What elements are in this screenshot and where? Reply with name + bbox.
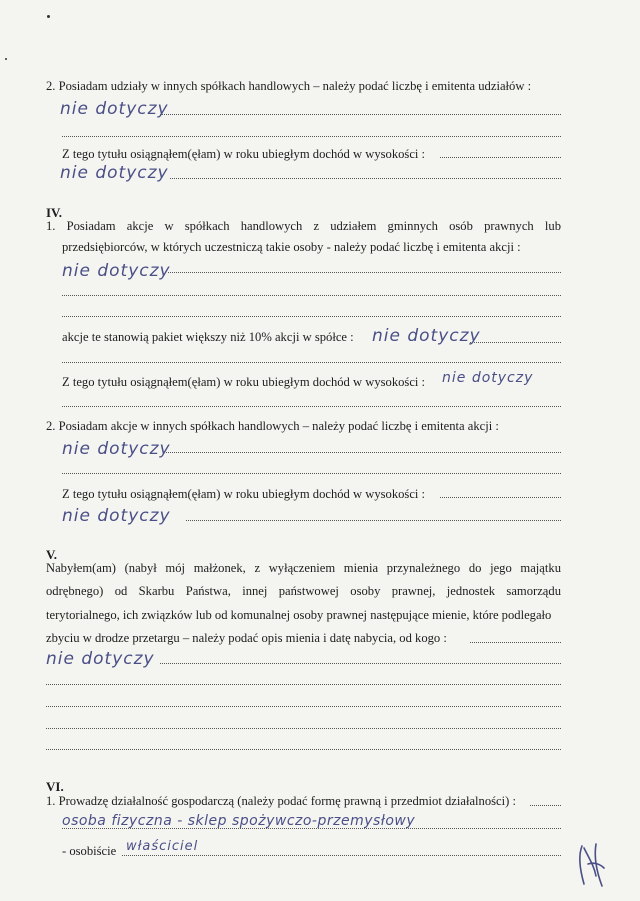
section5-line3: terytorialnego, ich związków lub od komunalnej osoby prawnej następujące mienie, które podlegało xyxy=(46,608,552,622)
dotted-line xyxy=(46,684,561,685)
handwritten-answer: nie dotyczy xyxy=(62,506,171,526)
handwritten-answer: nie dotyczy xyxy=(62,261,171,281)
initials-signature xyxy=(574,840,608,890)
section4-item1-line2: przedsiębiorców, w których uczestniczą takie osoby - należy podać liczbę i emitenta akcji : xyxy=(62,240,521,254)
section6-heading: VI. xyxy=(46,779,64,794)
dotted-line xyxy=(530,805,561,806)
dotted-line xyxy=(62,316,561,317)
dotted-line xyxy=(168,272,561,273)
dotted-line xyxy=(62,406,561,407)
section5-line2: odrębnego) od Skarbu Państwa, innej państwowej osoby prawnej, jednostek samorządu xyxy=(46,584,561,598)
section4-income1-label: Z tego tytułu osiągnąłem(ęłam) w roku ubiegłym dochód w wysokości : xyxy=(62,375,426,389)
dotted-line xyxy=(46,749,561,750)
dotted-line xyxy=(62,828,561,829)
section5-heading: V. xyxy=(46,547,57,562)
section5-line4: zbyciu w drodze przetargu – należy podać opis mienia i datę nabycia, od kogo : xyxy=(46,631,447,645)
section4-item1-line1: 1. Posiadam akcje w spółkach handlowych z udziałem gminnych osób prawnych lub xyxy=(46,219,561,233)
dotted-line xyxy=(440,157,561,158)
handwritten-answer: nie dotyczy xyxy=(372,326,481,346)
section3-item2: 2. Posiadam udziały w innych spółkach handlowych – należy podać liczbę i emitenta udziałów : xyxy=(46,79,532,93)
dotted-line xyxy=(62,473,561,474)
dotted-line xyxy=(62,136,561,137)
dotted-line xyxy=(470,642,561,643)
dotted-line xyxy=(440,497,561,498)
handwritten-answer: nie dotyczy xyxy=(442,370,534,386)
section6-personal-label: - osobiście xyxy=(62,844,117,858)
dotted-line xyxy=(186,520,561,521)
section4-income2-label: Z tego tytułu osiągnąłem(ęłam) w roku ubiegłym dochód w wysokości : xyxy=(62,487,426,501)
scan-speck xyxy=(5,58,7,60)
handwritten-answer: nie dotyczy xyxy=(46,649,155,669)
section6-item1: 1. Prowadzę działalność gospodarczą (należy podać formę prawną i przedmiot działalności) : xyxy=(46,794,516,808)
dotted-line xyxy=(160,114,561,115)
section4-heading: IV. xyxy=(46,205,63,220)
section4-packet-label: akcje te stanowią pakiet większy niż 10% akcji w spółce : xyxy=(62,330,354,344)
dotted-line xyxy=(62,362,561,363)
handwritten-answer: nie dotyczy xyxy=(60,99,169,119)
scan-speck xyxy=(47,15,50,18)
dotted-line xyxy=(170,178,561,179)
dotted-line xyxy=(470,342,561,343)
dotted-line xyxy=(46,728,561,729)
handwritten-answer: osoba fizyczna - sklep spożywczo-przemysłowy xyxy=(62,813,416,829)
section4-item2: 2. Posiadam akcje w innych spółkach handlowych – należy podać liczbę i emitenta akcji : xyxy=(46,419,499,433)
dotted-line xyxy=(160,663,561,664)
handwritten-answer: właściciel xyxy=(126,839,199,854)
handwritten-answer: nie dotyczy xyxy=(62,439,171,459)
dotted-line xyxy=(166,452,561,453)
handwritten-answer: nie dotyczy xyxy=(60,163,169,183)
section5-line1: Nabyłem(am) (nabył mój małżonek, z wyłączeniem mienia przynależnego do jego majątku xyxy=(46,561,561,575)
section3-income-label: Z tego tytułu osiągnąłem(ęłam) w roku ubiegłym dochód w wysokości : xyxy=(62,147,426,161)
dotted-line xyxy=(62,295,561,296)
dotted-line xyxy=(46,706,561,707)
